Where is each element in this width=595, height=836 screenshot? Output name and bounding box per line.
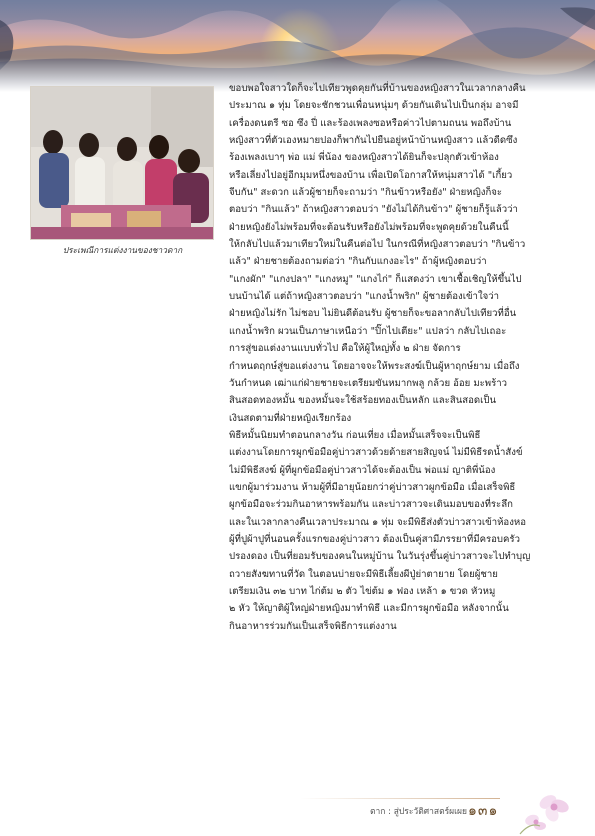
photo-caption: ประเพณีการแต่งงานของชาวดาก <box>62 245 183 255</box>
text-line: ประมาณ ๑ ทุ่ม โดยจะชักชวนเพื่อนหนุ่มๆ ด้วยกันเดินไปเป็นกลุ่ม อาจมี <box>229 100 519 112</box>
wedding-photo-image <box>31 87 213 239</box>
footer-divider <box>300 798 500 799</box>
text-line: ไม่มีพิธีสงฆ์ ผู้ที่ผูกข้อมือคู่บ่าวสาวได้จะต้องเป็น พ่อแม่ ญาติพี่น้อง <box>229 464 496 476</box>
page-number: ๑๓๑ <box>468 803 499 819</box>
wedding-ceremony-photo <box>30 86 214 240</box>
text-line: แกงน้ำพริก ผวนเป็นภาษาเหนือว่า "ปิ๊กไปเตียะ" แปลว่า กลับไปเถอะ <box>229 325 507 337</box>
page-footer <box>0 782 595 836</box>
orchid-flower-icon <box>510 782 580 836</box>
text-line: สินสอดทองหมั้น ของหมั้นจะใช้สร้อยทองเป็นหลัก และสินสอดเป็น <box>229 395 497 407</box>
text-line: เครื่องดนตรี ซอ ซึง ปี่ และร้องเพลงซอหรือค่าวไปตามถนน พอถึงบ้าน <box>229 117 512 129</box>
text-line: ตอบว่า "กินแล้ว" ถ้าหญิงสาวตอบว่า "ยังไม่ได้กินข้าว" ผู้ชายก็รู้แล้วว่า <box>229 204 518 216</box>
text-line: เตรียมเงิน ๓๒ บาท ไก่ต้ม ๒ ตัว ไข่ต้ม ๑ ฟอง เหล้า ๑ ขวด หัวหมู <box>229 585 496 597</box>
text-line: บนบ้านได้ แต่ถ้าหญิงสาวตอบว่า "แกงน้ำพริก" ผู้ชายต้องเข้าใจว่า <box>229 291 500 303</box>
text-line: แล้ว" ฝ่ายชายต้องถามต่อว่า "กินกับแกงอะไร" ถ้าผู้หญิงตอบว่า <box>229 256 487 268</box>
text-line: ปรองดอง เป็นที่ยอมรับของคนในหมู่บ้าน ในวันรุ่งขึ้นคู่บ่าวสาวจะไปทำบุญ <box>229 551 531 563</box>
text-line: ฝ่ายหญิงไม่รัก ไม่ชอบ ไม่ยินดีต้อนรับ ผู้ชายก็จะขอลากลับไปเทียวที่อื่น <box>229 308 517 320</box>
footer-book-title: ตาก : สู่ประวัติศาสตร์ผเผย <box>370 807 468 817</box>
text-line: ขอบพอใจสาวใดก็จะไปเทียวพูดคุยกันที่บ้านของหญิงสาวในเวลากลางคืน <box>229 83 526 94</box>
text-line: กำหนดฤกษ์สู่ขอแต่งงาน โดยอาจจะให้พระสงฆ์เป็นผู้หาฤกษ์ยาม เมื่อถึง <box>229 360 520 372</box>
article-body <box>229 80 565 635</box>
text-line: กินอาหารร่วมกันเป็นเสร็จพิธีการแต่งงาน <box>229 620 397 632</box>
text-line: ๒ หัว ให้ญาติผู้ใหญ่ฝ่ายหญิงมาทำพิธี และมีการผูกข้อมือ หลังจากนั้น <box>229 603 509 615</box>
text-line: "แกงผัก" "แกงปลา" "แกงหมู" "แกงไก่" ก็แสดงว่า เขาเชื้อเชิญให้ขึ้นไป <box>229 273 522 285</box>
text-line: การสู่ขอแต่งงานแบบทั่วไป คือให้ผู้ใหญ่ทั้ง ๒ ฝ่าย จัดการ <box>229 343 461 355</box>
text-line: แขกผู้มาร่วมงาน ห้ามผู้ที่มีอายุน้อยกว่าคู่บ่าวสาวผูกข้อมือ เมื่อเสร็จพิธี <box>229 481 516 493</box>
text-line: เงินสดตามที่ฝ่ายหญิงเรียกร้อง <box>229 412 352 424</box>
text-line: ถวายสังฆทานที่วัด ในตอนบ่ายจะมีพิธีเลี้ยงผีปู่ย่าตายาย โดยผู้ชาย <box>229 568 498 580</box>
text-line: ผูกข้อมือจะร่วมกินอาหารพร้อมกัน และบ่าวสาวจะเดินมอบของที่ระลึก <box>229 499 513 511</box>
sunset-landscape-image <box>0 0 595 92</box>
text-line: หรือเลี่ยงไปอยู่อีกมุมหนึ่งของบ้าน เพื่อเปิดโอกาสให้หนุ่มสาวได้ "เกี้ยว <box>229 169 513 181</box>
text-line: ผู้ที่ปูผ้าปูที่นอนครั้งแรกของคู่บ่าวสาว ต้องเป็นคู่สามีภรรยาที่มีครอบครัว <box>229 533 520 545</box>
text-line: ฝ่ายหญิงยังไม่พร้อมที่จะต้อนรับหรือยังไม่พร้อมที่จะพูดคุยด้วยในคืนนี้ <box>229 221 509 233</box>
header-banner <box>0 0 595 92</box>
text-line: พิธีหมั้นนิยมทำตอนกลางวัน ก่อนเที่ยง เมื่อหมั้นเสร็จจะเป็นพิธี <box>229 429 481 441</box>
text-line: หญิงสาวที่ตัวเองหมายปองก็พากันไปยืนอยู่หน้าบ้านหญิงสาว แล้วดีดซึง <box>229 135 518 147</box>
text-line: วันกำหนด เฒ่าแก่ฝ่ายชายจะเตรียมขันหมากพลู กล้วย อ้อย มะพร้าว <box>229 377 508 389</box>
text-line: จีบกัน" สะดวก แล้วผู้ชายก็จะถามว่า "กินข้าวหรือยัง" ฝ่ายหญิงก็จะ <box>229 187 503 199</box>
text-line: ร้องเพลงเบาๆ พ่อ แม่ พี่น้อง ของหญิงสาวได้ยินก็จะปลุกตัวเข้าห้อง <box>229 152 499 164</box>
text-line: ให้กลับไปแล้วมาเทียวใหม่ในคืนต่อไป ในกรณีที่หญิงสาวตอบว่า "กินข้าว <box>229 239 526 251</box>
text-line: แต่งงานโดยการผูกข้อมือคู่บ่าวสาวด้วยด้ายสายสิญจน์ ไม่มีพิธีรดน้ำสังข์ <box>229 447 523 459</box>
text-line: และในเวลากลางคืนเวลาประมาณ ๑ ทุ่ม จะมีพิธีส่งตัวบ่าวสาวเข้าห้องหอ <box>229 516 526 528</box>
